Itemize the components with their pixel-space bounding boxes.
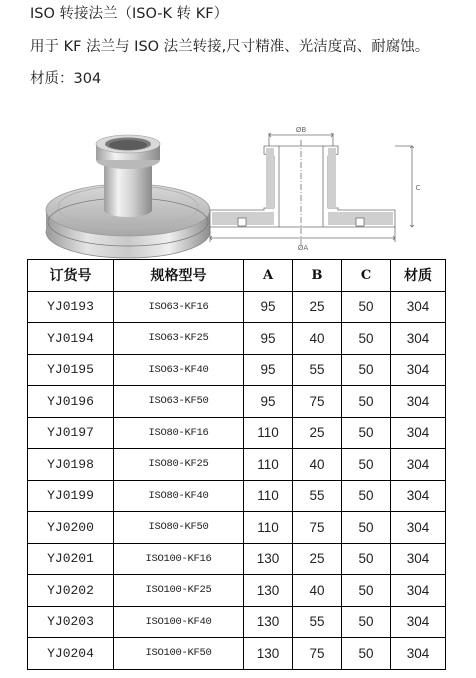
- cell-dim-c: 50: [342, 512, 391, 544]
- cell-dim-a: 110: [244, 417, 293, 449]
- header-material: 材质: [391, 260, 446, 292]
- cell-order-no: YJ0201: [28, 543, 114, 575]
- cell-dim-b: 25: [293, 291, 342, 323]
- cell-material: 304: [391, 480, 446, 512]
- cell-order-no: YJ0202: [28, 575, 114, 607]
- dim-bottom-label: ØA: [297, 244, 309, 252]
- cell-dim-b: 75: [293, 386, 342, 418]
- cell-spec: ISO80-KF25: [114, 449, 244, 481]
- table-header-row: [28, 260, 446, 292]
- cell-dim-b: 55: [293, 606, 342, 638]
- cell-dim-b: 55: [293, 354, 342, 386]
- cell-dim-b: 40: [293, 575, 342, 607]
- cell-dim-c: 50: [342, 543, 391, 575]
- cell-material: 304: [391, 386, 446, 418]
- cell-dim-b: 25: [293, 543, 342, 575]
- cell-dim-a: 95: [244, 386, 293, 418]
- cell-dim-b: 40: [293, 449, 342, 481]
- cell-order-no: YJ0204: [28, 638, 114, 670]
- header-spec: 规格型号: [114, 260, 244, 292]
- cell-spec: ISO80-KF40: [114, 480, 244, 512]
- table-row: [28, 386, 446, 418]
- cell-material: 304: [391, 323, 446, 355]
- header-order-no: 订货号: [28, 260, 114, 292]
- table-row: [28, 291, 446, 323]
- cell-material: 304: [391, 291, 446, 323]
- cell-dim-c: 50: [342, 386, 391, 418]
- cell-material: 304: [391, 449, 446, 481]
- header-b: B: [293, 260, 342, 292]
- dim-side-label: C: [415, 184, 421, 192]
- header-a: A: [244, 260, 293, 292]
- cell-order-no: YJ0200: [28, 512, 114, 544]
- cell-dim-a: 110: [244, 449, 293, 481]
- spec-table: [27, 259, 446, 670]
- cell-dim-a: 110: [244, 480, 293, 512]
- cell-material: 304: [391, 606, 446, 638]
- cell-spec: ISO100-KF40: [114, 606, 244, 638]
- cell-dim-a: 130: [244, 543, 293, 575]
- cell-spec: ISO63-KF50: [114, 386, 244, 418]
- table-row: [28, 480, 446, 512]
- cell-spec: ISO100-KF25: [114, 575, 244, 607]
- cell-spec: ISO100-KF50: [114, 638, 244, 670]
- table-row: [28, 606, 446, 638]
- cell-order-no: YJ0203: [28, 606, 114, 638]
- cell-material: 304: [391, 417, 446, 449]
- cell-dim-c: 50: [342, 575, 391, 607]
- cell-dim-c: 50: [342, 449, 391, 481]
- cell-dim-c: 50: [342, 480, 391, 512]
- product-title: ISO 转接法兰（ISO-K 转 KF）: [30, 6, 229, 22]
- cell-material: 304: [391, 512, 446, 544]
- cell-dim-b: 40: [293, 323, 342, 355]
- cell-dim-a: 130: [244, 638, 293, 670]
- cell-spec: ISO80-KF16: [114, 417, 244, 449]
- table-row: [28, 512, 446, 544]
- cell-order-no: YJ0194: [28, 323, 114, 355]
- cell-material: 304: [391, 543, 446, 575]
- cell-dim-c: 50: [342, 417, 391, 449]
- cell-order-no: YJ0197: [28, 417, 114, 449]
- material-line: 材质：304: [30, 71, 102, 87]
- cell-order-no: YJ0199: [28, 480, 114, 512]
- cell-order-no: YJ0196: [28, 386, 114, 418]
- cell-dim-c: 50: [342, 291, 391, 323]
- product-figures: [0, 110, 476, 260]
- adapter-render: [46, 135, 210, 258]
- table-row: [28, 543, 446, 575]
- cell-order-no: YJ0193: [28, 291, 114, 323]
- cell-dim-c: 50: [342, 606, 391, 638]
- cell-material: 304: [391, 575, 446, 607]
- table-row: [28, 354, 446, 386]
- cell-spec: ISO63-KF16: [114, 291, 244, 323]
- cell-dim-a: 110: [244, 512, 293, 544]
- cell-dim-b: 75: [293, 638, 342, 670]
- cell-material: 304: [391, 354, 446, 386]
- cell-spec: ISO100-KF16: [114, 543, 244, 575]
- cell-spec: ISO63-KF25: [114, 323, 244, 355]
- cell-dim-c: 50: [342, 354, 391, 386]
- cell-dim-a: 95: [244, 323, 293, 355]
- dim-top-label: ØB: [295, 126, 307, 134]
- table-row: [28, 449, 446, 481]
- cell-spec: ISO63-KF40: [114, 354, 244, 386]
- table-row: [28, 575, 446, 607]
- cell-dim-b: 55: [293, 480, 342, 512]
- table-row: [28, 638, 446, 670]
- cell-dim-a: 130: [244, 575, 293, 607]
- cell-dim-c: 50: [342, 323, 391, 355]
- header-c: C: [342, 260, 391, 292]
- table-row: [28, 417, 446, 449]
- product-description: 用于 KF 法兰与 ISO 法兰转接,尺寸精准、光洁度高、耐腐蚀。: [30, 39, 430, 55]
- cell-dim-a: 95: [244, 291, 293, 323]
- cell-dim-c: 50: [342, 638, 391, 670]
- cell-dim-a: 95: [244, 354, 293, 386]
- table-row: [28, 323, 446, 355]
- cell-order-no: YJ0198: [28, 449, 114, 481]
- cell-dim-b: 75: [293, 512, 342, 544]
- cell-dim-a: 130: [244, 606, 293, 638]
- cell-spec: ISO80-KF50: [114, 512, 244, 544]
- cell-material: 304: [391, 638, 446, 670]
- cell-dim-b: 25: [293, 417, 342, 449]
- technical-drawing: [210, 133, 414, 245]
- cell-order-no: YJ0195: [28, 354, 114, 386]
